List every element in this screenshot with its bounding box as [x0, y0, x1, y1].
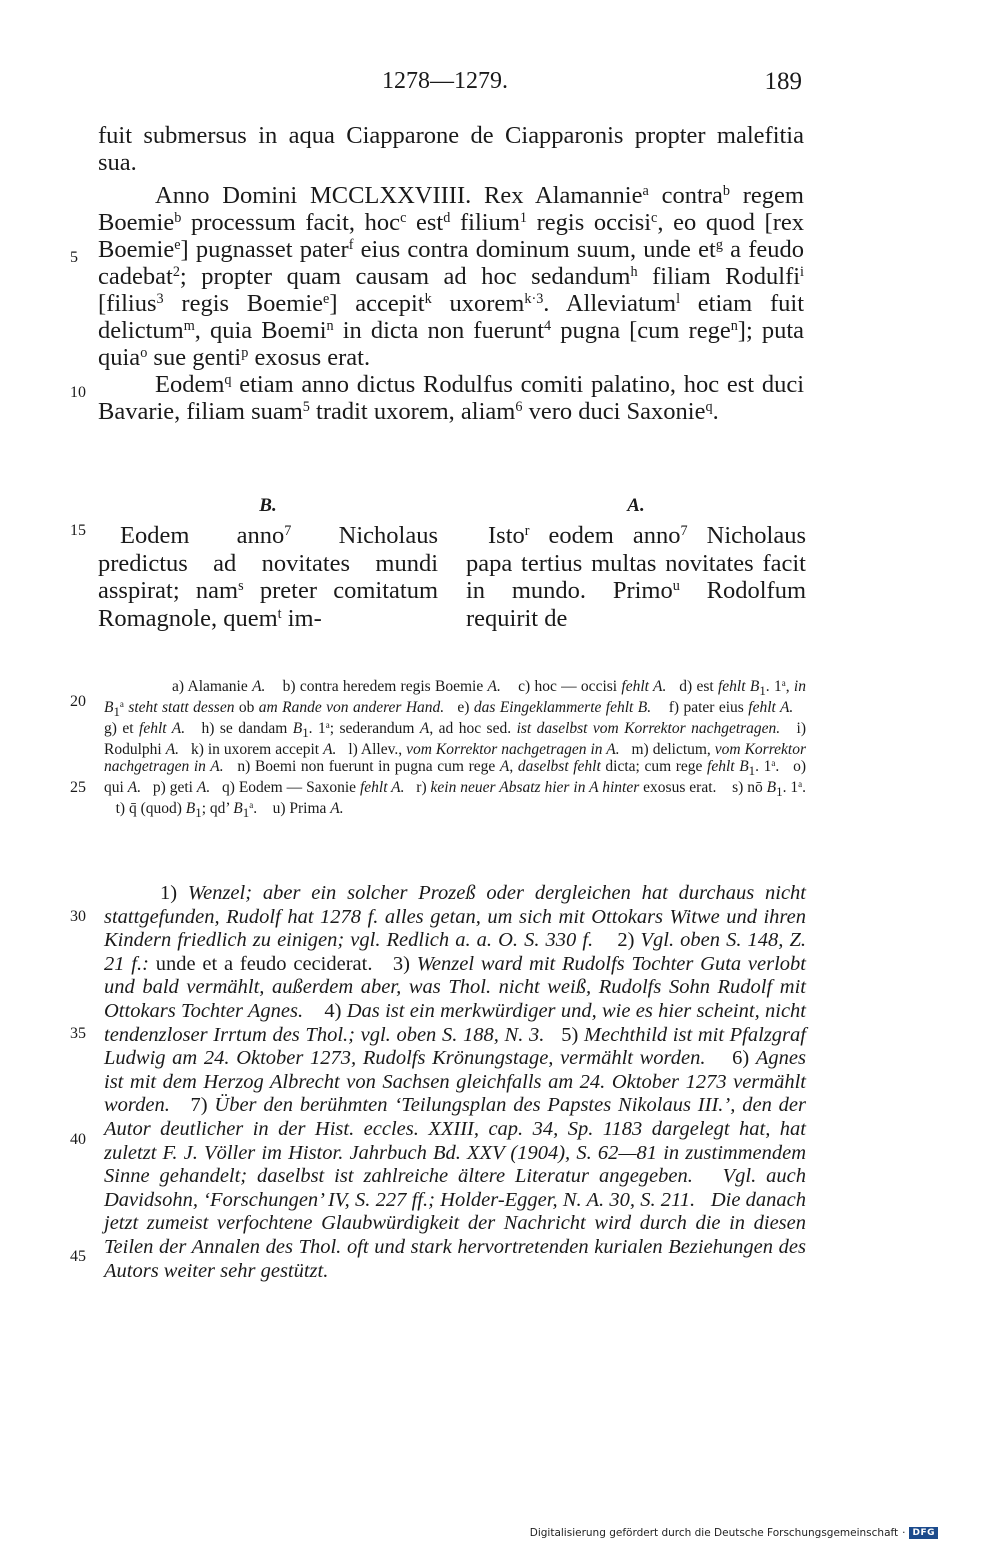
- apparatus-text: a) Alamanie A. b) contra heredem regis Boemie A. c) hoc — occisi fehlt A. d) est fehlt $B_1$. 1$^a$, in $B_1^a$ steht statt dessen ob am Rande von anderer Hand. e) das Eingeklammerte fehlt B. f) pater eius fehlt A. g) et fehlt A. h) se dandam $B_1$. 1$^a$; sederandum A, ad hoc sed. ist daselbst vom Korrektor nachgetragen. i) Rodulphi A. k) in uxorem accepit A. l) Allev., vom Korrektor nachgetragen in A. m) delictum, vom Korrektor nachgetragen in A. n) Boemi non fuerunt in pugna cum rege A, daselbst fehlt dicta; cum rege fehlt $B_1$. 1$^a$. o) qui A. p) geti A. q) Eodem — Saxonie fehlt A. r) kein neuer Absatz hier in A hinter exosus erat. s) nō $B_1$. 1$^a$. t) q̄ (quod) $B_1$; qd’ $B_1^a$. u) Prima A.: [104, 678, 807, 821]
- line-number: 25: [70, 779, 86, 796]
- column-b-text: Eodem anno$^7$ Nicholaus predictus ad novitates mundi asspirat; nam$^s$ preter comitatum Romagnole, quem$^t$ im-: [98, 522, 439, 632]
- commentary-notes: [104, 882, 806, 1283]
- paragraph-2: Anno Domini MCCLXXVIIII. Rex Alamannie$^a$ contra$^b$ regem Boemie$^b$ processum facit, hoc$^c$ est$^d$ filium$^1$ regis occisi$^c$, eo quod [rex Boemie$^e$] pugnasset pater$^f$ eius contra dominum suum, unde $et^g$ a feudo cadebat$^2$; propter quam causam ad hoc sedandum$^h$ filiam Rodulfi$^i$ [filius$^3$ regis Boemie$^e$] accepit$^k$ uxorem$^{k\cdot 3}$. Alleviatum$^l$ etiam fuit delictum$^m$, quia Boemi$^n$ in dicta non fuerunt$^4$ pugna [cum rege$^n$]; puta quia$^o$ sue genti$^p$ exosus erat.: [98, 182, 805, 371]
- column-a-text: Isto$^r$ eodem anno$^7$ Nicholaus papa tertius multas novitates facit in mundo. Primo$^u$ Rodolfum requirit de: [466, 522, 806, 632]
- credit-text: Digitalisierung gefördert durch die Deutsche Forschungsgemeinschaft: [529, 1527, 899, 1539]
- running-head: [0, 66, 1000, 102]
- line-number: 20: [70, 693, 86, 710]
- digitization-credit: Digitalisierung gefördert durch die Deutsche Forschungsgemeinschaft · DFG: [530, 1527, 938, 1539]
- commentary-text: 1) Wenzel; aber ein solcher Prozeß oder dergleichen hat durchaus nicht stattgefunden, Rudolf hat 1278 f. alles getan, um sich mit Ottokars Witwe und ihren Kindern friedlich zu einigen; vgl. Redlich a. a. O. S. 330 f. 2) Vgl. oben S. 148, Z. 21 f.: unde et a feudo ceciderat. 3) Wenzel ward mit Rudolfs Tochter Guta verlobt und bald vermählt, außerdem aber, was Thol. nicht weiß, Rudolfs Sohn Rudolf mit Ottokars Tochter Agnes. 4) Das ist ein merkwürdiger und, wie es hier scheint, nicht tendenzloser Irrtum des Thol.; vgl. oben S. 188, N. 3. 5) Mechthild ist mit Pfalzgraf Ludwig am 24. Oktober 1273, Rudolfs Krönungstage, vermählt worden. 6) Agnes ist mit dem Herzog Albrecht von Sachsen gleichfalls am 24. Oktober 1273 vermählt worden. 7) Über den berühmten ‘Teilungsplan des Papstes Nikolaus III.’, den der Autor deutlicher in der Hist. eccles. XXIII, cap. 34, Sp. 1183 dargelegt hat, hat zuletzt F. J. Völler im Histor. Jahrbuch Bd. XXV (1904), S. 62—81 in zustimmendem Sinne gehandelt; daselbst ist zahlreiche ältere Literatur angegeben. Vgl. auch Davidsohn, ‘Forschungen’ IV, S. 227 ff.; Holder-Egger, N. A. 30, S. 211. Die danach jetzt zumeist verfochtene Glaubwürdigkeit der Nachricht wird durch die in diesen Teilen der Annalen des Thol. oft und stark hervortretenden kurialen Beziehungen des Autors weiter sehr gestützt.: [104, 882, 807, 1282]
- dfg-logo-icon: DFG: [909, 1527, 938, 1539]
- column-a: [466, 492, 806, 632]
- page-number: 189: [764, 68, 802, 95]
- line-number: 10: [70, 384, 86, 401]
- line-number: 35: [70, 1025, 86, 1042]
- apparatus-notes: [104, 678, 806, 822]
- line-number: 15: [70, 522, 86, 539]
- paragraph-3: Eodem$^q$ etiam anno dictus Rodulfus comiti palatino, hoc est duci Bavarie, filiam suam$^5$ tradit uxorem, aliam$^6$ vero duci Saxonie$^q$.: [98, 371, 804, 425]
- column-siglum-b: B.: [259, 495, 277, 516]
- column-b: [98, 492, 438, 632]
- column-siglum-a: A.: [627, 495, 645, 516]
- line-number: 5: [70, 249, 78, 266]
- line-number: 45: [70, 1248, 86, 1265]
- line-number: 40: [70, 1131, 86, 1148]
- main-text: [98, 122, 804, 425]
- running-head-years: 1278—1279.: [382, 68, 508, 94]
- line-number: 30: [70, 908, 86, 925]
- paragraph-1: fuit submersus in aqua Ciapparone de Ciapparonis propter malefitia sua.: [98, 122, 804, 176]
